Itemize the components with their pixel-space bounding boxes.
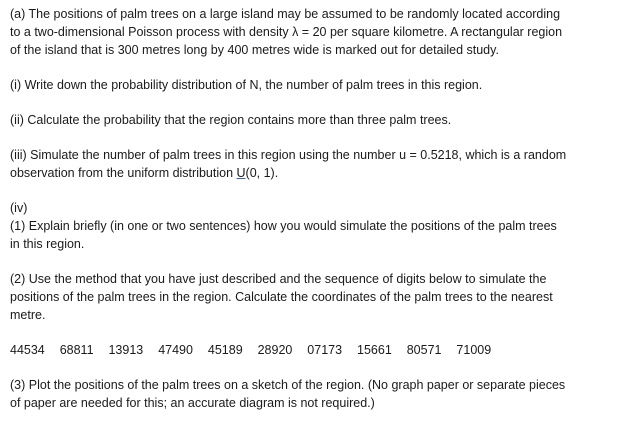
intro-line-2: to a two-dimensional Poisson process with density λ = 20 per square kilometre. A rectangular region [10, 25, 563, 39]
question-iv-label: (iv) [10, 201, 28, 215]
question-iv-2-line-2: positions of the palm trees in the region. Calculate the coordinates of the palm trees to the nearest [10, 290, 553, 304]
question-iii-line-2 [10, 164, 620, 182]
uniform-distribution-symbol: U [236, 166, 246, 180]
question-iii [10, 146, 620, 182]
question-iv-1 [10, 199, 620, 253]
question-iv-2-line-3: metre. [10, 308, 46, 322]
question-iv-3 [10, 376, 620, 412]
intro-line-3: of the island that is 300 metres long by 400 metres wide is marked out for detailed study. [10, 43, 499, 57]
intro-line-1: (a) The positions of palm trees on a large island may be assumed to be randomly located according [10, 7, 561, 21]
question-iv-1-line-1: (1) Explain briefly (in one or two sentences) how you would simulate the positions of the palm trees [10, 219, 557, 233]
question-ii [10, 111, 620, 129]
question-iii-line-2-suffix: (0, 1). [245, 166, 279, 180]
random-digits-sequence: 44534 68811 13913 47490 45189 28920 07173 15661 80571 71009 [10, 343, 492, 357]
question-iv-3-line-2: of paper are needed for this; an accurate diagram is not required.) [10, 396, 375, 410]
question-iv-2-line-1: (2) Use the method that you have just described and the sequence of digits below to simulate the [10, 272, 547, 286]
question-iii-line-2-prefix: observation from the uniform distribution [10, 166, 237, 180]
random-digits [10, 341, 620, 359]
question-i [10, 76, 620, 94]
question-iv-3-line-1: (3) Plot the positions of the palm trees on a sketch of the region. (No graph paper or separate pieces [10, 378, 566, 392]
question-document [10, 5, 620, 412]
question-iv-1-line-2: in this region. [10, 237, 85, 251]
intro-paragraph [10, 5, 620, 59]
question-ii-text: (ii) Calculate the probability that the region contains more than three palm trees. [10, 113, 452, 127]
question-iii-line-1: (iii) Simulate the number of palm trees in this region using the number u = 0.5218, which is a random [10, 148, 567, 162]
question-i-text: (i) Write down the probability distribution of N, the number of palm trees in this region. [10, 78, 483, 92]
question-iv-2 [10, 270, 620, 324]
